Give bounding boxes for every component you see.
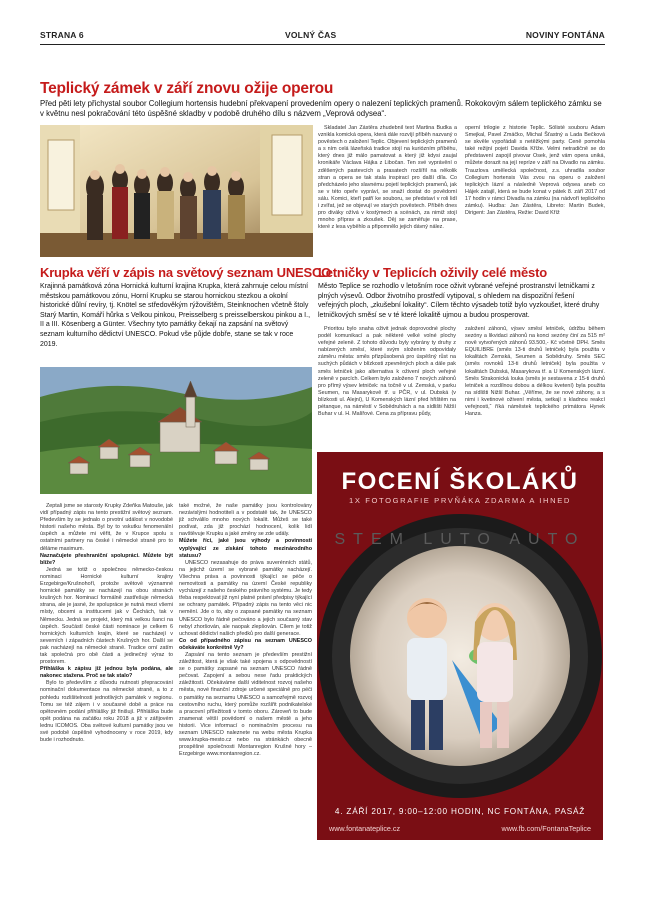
article1-column-1 (318, 125, 457, 260)
article2-text-2b: UNESCO nezasahuje do práva suverénních států, na jejichž území se vybrané památky nacházejí. Všechna práva a povinnosti týkající se péče o nemovitosti a památky na území České republiky vycházejí z našeho českého právního systému. Je tedy třeba respektovat již nyní platné právní předpisy týkající se ochrany památek. Případný zápis na tento věci nic nemění. Jde o to, aby o zapsané památky na seznam UNESCO bylo řádně pečováno a jejich současný stav nebyl zhoršován, ale naopak zlepšován. Cílem je totiž uchovat dědictví našich předků pro další generace. (179, 559, 312, 637)
article3-title: Letničky v Teplicích oživily celé město (318, 265, 547, 280)
article2-question-3: Můžete říci, jaké jsou výhody a povinnosti vyplývající ze získání tohoto mezinárodního statusu? (179, 538, 312, 559)
article2-text-1b: Jedná se totiž o společnou německo-českou nominaci Hornické kulturní krajiny Erzgebirge/Krušnohoří, protože světově významné hornické památky se nacházejí na obou stranách krušných hor. Nominací formálně zastřešuje německá strana, ale je jasné, že spolupráce je nutná mezi všemi místy, obcemi a institucemi jak v Čechách, tak v Německu. Jedná se projekt, který má velkou šanci na úspěch. Součástí české části nominace je celkem 6 hornických kulturních krajin, které se nacházejí v severních i západních částech Krušných hor. Další se pak nacházejí na německé straně. Tradice orní zatím tak společná pro obě části a jedinečný výraz to prostorem. (40, 566, 173, 666)
article2-text-2c: Zapsání na tento seznam je především prestižní záležitost, která je však také spojena s odpovědností se o památky zapsané na seznam UNESCO řádně pečovat. Zapojení a sebou nese řadu praktických záležitostí. Očekáváme další viditelnost rozvoj našeho města, nové finanční zdroje určené speciálně pro péči o památky na seznamu UNESCO a samozřejmě rozvoj cestovního ruchu, který pomůže rozšířit podnikatelské a pracovní příležitosti v tomto oboru. Zároveň to bude znamenat větší povědomí o našem městě a jeho historii. Vice informací o nominačním procesu na seznam UNESCO naleznete na webu města Krupka www.krupka-mesto.cz nebo na stránkách obecně prospěšné společnosti Montanregion Krušné hory – Erzgebirge www.montanregion.cz. (179, 651, 312, 758)
ad-links (317, 824, 603, 836)
page-header (40, 30, 605, 44)
photo-advertisement (317, 452, 603, 840)
article2-text-1c: Bylo to především z důvodu nutnosti přepracování nominační dokumentace na německé straně, a to z pohledu rozlišitelnosti jednotlivých památek v regionu. Tomu se též zájem i v současné době a práce na opětovném podání přihlášky již finišují. Přihláška bude opět podána na začátku roku 2018 a již v zářijovém lednu ICOMOS. Oba světové kulturní památky jsou ve své podobě úspěšně vyhodnoceny v roce 2019, kdy bude i rozhodnuto. (40, 680, 173, 744)
ad-web-link[interactable]: www.fontanateplice.cz (329, 824, 401, 833)
article3-column-2 (465, 326, 605, 446)
article3-column-1 (318, 326, 456, 446)
section-name: NOVINY FONTÁNA (525, 30, 605, 40)
article3-lead: Město Teplice se rozhodlo v letošním roce oživit vybrané veřejné prostranství letničkami z plných výsevů. Odbor životního prostředí vytipoval, s ohledem na dispoziční řešení veřejných ploch, „zkušební lokality“. Cílem těchto výsadeb totiž bylo vyzkoušet, které druhy letničkových směsí se v té které lokalitě ujmou a budou prosperovat. (318, 283, 600, 319)
ad-title: FOCENÍ ŠKOLÁKŮ (341, 468, 579, 495)
article2-column-2 (179, 503, 312, 843)
article3-text-1: Prioritou bylo snaha oživit jednak doprovodné plochy podél komunikací a pak některé velké volné plochy veřejné zeleně. Z tohoto důvodu byly vybrány ty druhy z nabízených směsí, které svým složením odpovídaly záměru města: směs přizpůsobená pro úspěšný růst na suchých půdách v blízkosti zpevněných ploch a dále pak směs letniček jako alternativa k oživení ploch veřejné zeleně v parcích. Celkem bylo založeno 7 nových záhonů pro přímý výsev letniček: na točně v ul. Zemská, v parku Seumen, na Masarykově tř. u PČR, v ul. Dubská (v blízkosti ul. Alejní), U Komenských lázní před hřištěm na pétanque, na náměstí v Sobědruhách a na sídlišti Nižší Buhar v ul. H. Malířové. Cena za přípravu půdy, (318, 326, 456, 418)
page-number: STRANA 6 (40, 30, 84, 40)
article2-question-4: Co od případného zápisu na seznam UNESCO očekáváte konkrétně Vy? (179, 637, 312, 651)
article1-column-2 (465, 125, 605, 260)
article2-lead: Krajinná památková zóna Hornická kulturní krajina Krupka, která zahrnuje celou místní městskou památkovou zónu, Horní Krupku se starou hornickou stezkou a okolní historické důlní revíry, tj. Knötel se středověkým rýžovištěm, Steinknochen včetně štoly Starý Martin, Komáří hůrka s Velkou pinkou, Preisselberg s preisselberskou pinkou a I., II a III. Kösenberg a Günter. Všechny tyto památky čekají na zapsání na světový seznam kulturního dědictví UNESCO. Pokud vše půjde dobře, stane se tak v roce 2019. (40, 283, 311, 348)
article1-text-1: Skladatel Jan Zástěra zhudebnil text Martina Budka a vznikla komická opera, která dále rozvíjí příběh nazvaný o pověstech o založení Teplic. Objevení teplických pramenů a s ním celá lázeňská tradice stojí na kuriózním příběhu, který dnes již málo pamatovat a který již kdysi zaujal kronikáře Václava Hájka z Libočan. Ten své vyprávění o zděšených pastevcích a prasatech rozšířil na několik stran a opera se tak stala inspirací pro další díla. Co předcházelo jeho slavnému pojetí teplických pramenů, jak se v této opeře vypráví, se snaží dostat do povědomí sálu. Komici, kteří patří ke souboru, se představí v roli lidí i zvířat, jež se objevují ve starých pověstech. Příběh dnes pro diváky ožívá v kostýmech a scénách, za nimiž stojí mnoho příprav a zkoušek. Děj se zaměřuje na prase, které z lesa vyběhlo a připomnělo jejich dávný nález. (318, 125, 457, 231)
ad-datetime: 4. ZÁŘÍ 2017, 9:00–12:00 HODIN, NC FONTÁNA, PASÁŽ (334, 807, 586, 816)
article2-question-2: Přihláška k zápisu již jednou byla podána, ale nakonec stažena. Proč se tak stalo? (40, 666, 173, 680)
krupka-photo (40, 367, 312, 494)
article3-text-2: založení záhonů, výsev směsí letniček, údržbu během sezóny a likvidaci záhonů na konci sezóny činí za 515 m² nově vytvořených záhonů 93.500,- Kč včetně DPH. Směs EQUILIBRE (směs 13-ti druhů letniček) byla použita v lokalitách Zemská, Seumen a Sobědruhy. Směs SEC (směs rovnoků 13-ti druhů letniček) byla použita v lokalitách Dubská, Masarykova tř. a U Komenských lázní. Směs Strakonická louka (směs je sestavena z 15-ti druhů letniček a rozdílnou dobou a délkou kvetení) byla použita na sídlišti Nižší Buhar. „Věříme, že se nové záhony, a s nimi i kvetinové oživení města, setkají s kladnou reakcí veřejnosti,“ říká náměstek teplického primátora Hynek Hanza. (465, 326, 605, 418)
lens-text: STEM LUTO AUTO (334, 531, 586, 548)
article1-title: Teplický zámek v září znovu ožije operou (40, 80, 334, 97)
opera-photo (40, 125, 313, 257)
article2-question-1: Naznačujete přeshraniční spolupráci. Můžete být blíže? (40, 552, 173, 566)
ad-facebook-link[interactable]: www.fb.com/FontanaTeplice (501, 824, 591, 833)
header-rule (40, 44, 605, 45)
article2-text-1: Zeptali jsme se starosty Krupky Zdeňka Matouše, jak vidí případný zápis na tento prestižní světový seznam. Předevšim by se jednalo o prvotní událost v novodobé historii našeho města. Byl by to vskutku fenomenální úspěch a můžete mi věřit, že v Krupce spolu s ostatními partnery na české i německé straně pro to děláme maximum. (40, 503, 173, 552)
article1-text-2: operní trilogie z historie Teplic. Sólisté souboru Adam Smejkal, Pavel Zmáčko, Michal Šťastný a Lada Bečková se skvěle vypořádali s netěžkými party. Ceně pomohla také režijní pojetí Davida Kříže. Velmi netradičně se do představení zapojil pivovar Osek, jenž vám opera uniká, můžete dorazit na její repríze v září na Divadlo na zámku. Trauzlova umělecká společnost, z.s. uhradila soubor Collegium hortensis Vás zvou na operu o založení teplických lázní a následně Veprová odysea aneb co Hájek zatajil, která se bude konat v pátek 8. září 2017 od 17 hodin v rámci Divadla na zámku (na nádvoří teplického zámku). Hudba: Jan Zástěra, Libreto: Martin Budek, Dirigent: Jan Zástěra, Režie: David Kříž (465, 125, 605, 217)
lens-illustration (317, 510, 603, 802)
ad-subtitle: 1X FOTOGRAFIE PRVŇÁKA ZDARMA A IHNED (349, 496, 571, 505)
paper-name: VOLNÝ ČAS (285, 30, 337, 40)
article2-title: Krupka věří v zápis na světový seznam UNESCO (40, 265, 332, 280)
article1-lead: Před pěti lety přichystal soubor Collegium hortensis hudební překvapení provedením opery o nalezení teplických pramenů. Rokokovým sálem teplického zámku se v květnu nesl pokračování této úspěšné skladby v podobě druhého dílu s názvem „Veprová odysea“. (40, 99, 602, 119)
article2-column-1 (40, 503, 173, 843)
article2-text-2: také možné, že naše památky jsou kontrolovány nezávislými hodnotiteli a v podstatě tak, že UNESCO již schválilo mnoho nových lokalit. Můžeš se také podívat, zda již prochází hodnocení, kolik lidí navštěvuje Krupku a jaké změny se zde udály. (179, 503, 312, 538)
ad-bottom-bar (317, 802, 603, 840)
